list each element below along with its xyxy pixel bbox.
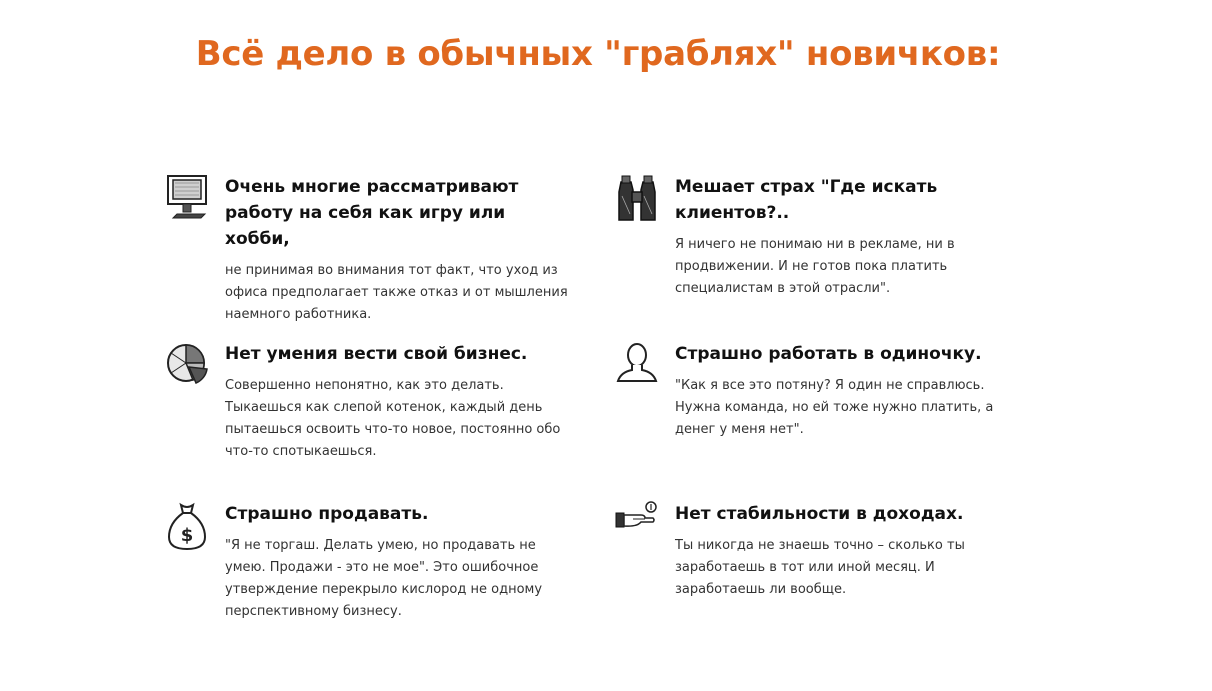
item-description: Ты никогда не знаешь точно – сколько ты заработаешь в тот или иной месяц. И заработаешь ли вообще. [675, 538, 965, 597]
item-description: Я ничего не понимаю ни в рекламе, ни в продвижении. И не готов пока платить специалистам в этой отрасли". [675, 237, 955, 296]
pie-chart-icon [165, 341, 209, 391]
problem-item-income [615, 501, 1015, 601]
computer-monitor-icon [165, 174, 209, 224]
item-description: не принимая во внимания тот факт, что уход из офиса предполагает также отказ и от мышления наемного работника. [225, 263, 568, 322]
money-bag-icon [165, 501, 209, 551]
problem-item-hobby [165, 174, 568, 326]
item-description: "Как я все это потяну? Я один не справлюсь. Нужна команда, но ей тоже нужно платить, а денег у меня нет". [675, 378, 994, 437]
item-heading: Страшно продавать. [225, 504, 429, 524]
item-heading: Нет умения вести свой бизнес. [225, 344, 528, 364]
svg-text:$: $ [180, 525, 194, 546]
person-silhouette-icon [615, 341, 659, 391]
hand-coin-icon [615, 501, 659, 551]
problem-item-business [165, 341, 565, 463]
item-heading: Нет стабильности в доходах. [675, 504, 964, 524]
item-description: "Я не торгаш. Делать умею, но продавать не умею. Продажи - это не мое". Это ошибочное утверждение перекрыло кислород не одному перспективному бизнесу. [225, 538, 543, 619]
item-heading: Страшно работать в одиночку. [675, 344, 982, 364]
problem-item-selling [165, 501, 565, 623]
problem-item-clients [615, 174, 1015, 300]
item-description: Совершенно непонятно, как это делать. Тыкаешься как слепой котенок, каждый день пытаешься освоить что-то новое, постоянно обо что-то спотыкаешься. [225, 378, 561, 459]
item-heading: Очень многие рассматривают работу на себя как игру или хобби, [225, 177, 519, 249]
binoculars-icon [615, 174, 659, 224]
item-heading: Мешает страх "Где искать клиентов?.. [675, 177, 938, 223]
problem-item-alone [615, 341, 1015, 441]
page-title: Всё дело в обычных "граблях" новичков: [195, 34, 1001, 74]
